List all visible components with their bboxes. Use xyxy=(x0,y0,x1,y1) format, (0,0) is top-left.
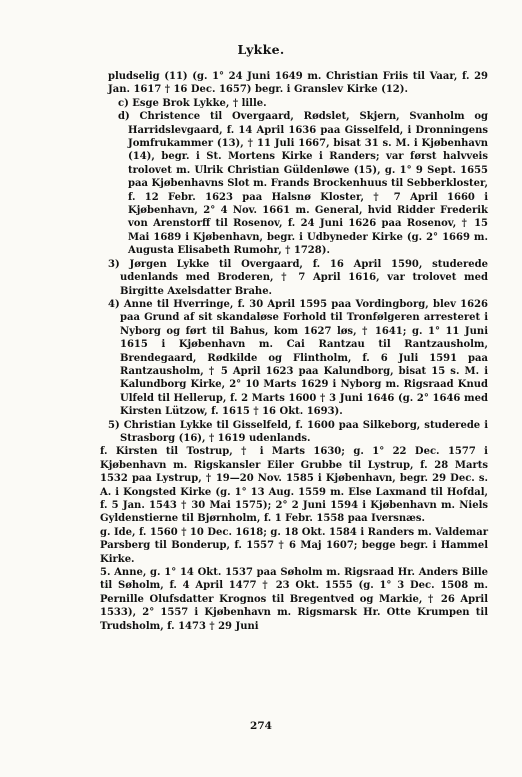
entry-d: d) Christence til Overgaard, Rødslet, Skjern, Svanholm og Harridslevgaard, f. 14 April 1636 paa Gisselfeld, i Dronningens Jomfrukammer (13), † 11 Juli 1667, bisat 31 s. M. i Kjøbenhavn (14), begr. i St. Mortens Kirke i Randers; var først halvveis trolovet m. Ulrik Christian Güldenløwe (15), g. 1° 9 Sept. 1655 paa Kjøbenhavns Slot m. Frands Brockenhuus til Sebberkloster, f. 12 Febr. 1623 paa Halsnø Kloster, † 7 April 1660 i Kjøbenhavn, 2° 4 Nov. 1661 m. General, hvid Ridder Frederik von Arenstorff til Rosenov, f. 24 Juni 1626 paa Rosenov, † 15 Mai 1689 i Kjøbenhavn, begr. i Udbyneder Kirke (g. 2° 1669 m. Augusta Elisabeth Rumohr, † 1728). xyxy=(118,111,488,257)
entry-continuation: pludselig (11) (g. 1° 24 Juni 1649 m. Christian Friis til Vaar, f. 29 Jan. 1617 † 16 Dec. 1657) begr. i Granslev Kirke (12). xyxy=(108,71,488,96)
running-header: Lykke. xyxy=(237,42,285,57)
page-body xyxy=(100,70,488,633)
entry-g: g. Ide, f. 1560 † 10 Dec. 1618; g. 18 Okt. 1584 i Randers m. Valdemar Parsberg til Bonderup, f. 1557 † 6 Maj 1607; begge begr. i Hammel Kirke. xyxy=(100,526,488,565)
entry-4: 4) Anne til Hverringe, f. 30 April 1595 paa Vordingborg, blev 1626 paa Grund af sit skandaløse Forhold til Tronfølgeren arresteret i Nyborg og ført til Bahus, kom 1627 løs, † 1641; g. 1° 11 Juni 1615 i Kjøbenhavn m. Cai Rantzau til Rantzausholm, Brendegaard, Rødkilde og Flintholm, f. 6 Juli 1591 paa Rantzausholm, † 5 April 1623 paa Kalundborg, bisat 15 s. M. i Kalundborg Kirke, 2° 10 Marts 1629 i Nyborg m. Rigsraad Knud Ulfeld til Hellerup, f. 2 Marts 1600 † 3 Juni 1646 (g. 2° 1646 med Kirsten Lützow, f. 1615 † 16 Okt. 1693). xyxy=(108,298,488,418)
entry-f: f. Kirsten til Tostrup, † i Marts 1630; g. 1° 22 Dec. 1577 i Kjøbenhavn m. Rigskansler Eiler Grubbe til Lystrup, f. 28 Marts 1532 paa Lystrup, † 19—20 Nov. 1585 i Kjøbenhavn, begr. 29 Dec. s. A. i Kongsted Kirke (g. 1° 13 Aug. 1559 m. Else Laxmand til Hofdal, f. 5 Jan. 1543 † 30 Mai 1575); 2° 2 Juni 1594 i Kjøbenhavn m. Niels Gyldenstierne til Bjørnholm, f. 1 Febr. 1558 paa Iversnæs. xyxy=(100,446,488,525)
page-number: 274 xyxy=(250,720,272,732)
entry-5: 5) Christian Lykke til Gisselfeld, f. 1600 paa Silkeborg, studerede i Strasborg (16), † 1619 udenlands. xyxy=(108,419,488,444)
entry-c: c) Esge Brok Lykke, † lille. xyxy=(118,97,267,109)
entry-3: 3) Jørgen Lykke til Overgaard, f. 16 April 1590, studerede udenlands med Broderen, † 7 April 1616, var trolovet med Birgitte Axelsdatter Brahe. xyxy=(108,258,488,297)
entry-5-anne: 5. Anne, g. 1° 14 Okt. 1537 paa Søholm m. Rigsraad Hr. Anders Bille til Søholm, f. 4 April 1477 † 23 Okt. 1555 (g. 1° 3 Dec. 1508 m. Pernille Olufsdatter Krognos til Bregentved og Markie, † 26 April 1533), 2° 1557 i Kjøbenhavn m. Rigsmarsk Hr. Otte Krumpen til Trudsholm, f. 1473 † 29 Juni xyxy=(100,567,488,632)
